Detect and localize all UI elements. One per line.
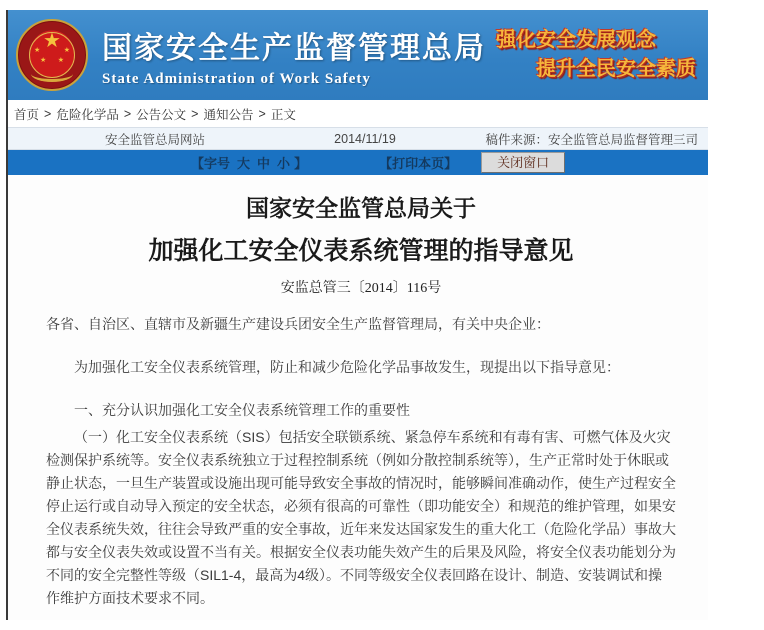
breadcrumb-hazchem-link[interactable]: 危险化学品 [56,107,119,122]
slogan-line-2: 提升全民安全素质 [536,58,696,80]
breadcrumb-notices-link[interactable]: 公告公文 [136,107,187,122]
slogan-line-1: 强化安全发展观念 [496,29,656,51]
page-container [6,10,708,620]
close-window-button[interactable]: 关闭窗口 [481,152,565,173]
emblem-star-icon: ★ [43,30,61,52]
emblem-small-star-icon: ★ [63,47,70,54]
emblem-small-star-icon: ★ [57,57,64,64]
breadcrumb-separator: > [258,106,266,121]
emblem-small-star-icon: ★ [40,57,47,64]
paragraph-section-content: （一）化工安全仪表系统（SIS）包括安全联锁系统、紧急停车系统和有毒有害、可燃气体及火灾检测保护系统等。安全仪表系统独立于过程控制系统（例如分散控制系统等），生产正常时处于休眠或静止状态，一旦生产装置或设施出现可能导致安全事故的情况时，能够瞬间准确动作，使生产过程安全停止运行或自动导入预定的安全状态，必须有很高的可靠性（即功能安全）和规范的维护管理，如果安全仪表系统失效，往往会导致严重的安全事故，近年来发达国家发生的重大化工（危险化学品）事故大都与安全仪表失效或设置不当有关。根据安全仪表功能失效产生的后果及风险，将安全仪表功能划分为不同的安全完整性等级（SIL1-4，最高为4级）。不同等级安全仪表回路在设计、制造、安装调试和操作维护方面技术要求不同。 [46,429,676,606]
document-text [46,313,676,610]
font-size-widget [191,153,307,172]
paragraph-section-heading: 一、充分认识加强化工安全仪表系统管理工作的重要性 [74,402,410,418]
breadcrumb-separator: > [44,106,52,121]
emblem-wheat-arc [31,66,73,82]
article-body [8,175,708,620]
font-size-label-suffix: 】 [294,156,308,171]
slogan-banner [496,26,696,84]
document-title-line1: 国家安全监管总局关于 [246,196,476,221]
font-size-small-button[interactable]: 小 [277,156,291,171]
meta-site-name: 安全监管总局网站 [104,132,205,147]
article-toolbar [8,150,708,175]
font-size-medium-button[interactable]: 中 [257,156,271,171]
paragraph-intro: 为加强化工安全仪表系统管理，防止和减少危险化学品事故发生，现提出以下指导意见： [74,359,620,375]
meta-publish-date: 2014/11/19 [334,131,396,146]
document-number: 安监总管三〔2014〕116号 [280,281,442,296]
site-title-block [102,23,486,88]
breadcrumb [8,100,708,127]
font-size-large-button[interactable]: 大 [237,156,251,171]
print-page-button[interactable]: 【打印本页】 [379,156,458,171]
breadcrumb-announcements-link[interactable]: 通知公告 [203,107,254,122]
national-emblem-logo [16,19,88,91]
article-meta-bar [8,127,708,150]
breadcrumb-current-page: 正文 [270,107,296,122]
paragraph-salutation: 各省、自治区、直辖市及新疆生产建设兵团安全生产监督管理局，有关中央企业： [46,316,550,332]
document-title-line2: 加强化工安全仪表系统管理的指导意见 [148,238,574,265]
meta-source: 稿件来源：安全监管总局监督管理三司 [485,132,698,147]
emblem-small-star-icon: ★ [34,47,41,54]
breadcrumb-separator: > [123,106,132,121]
site-header [8,10,708,100]
font-size-label: 【字号 [191,156,231,171]
site-title-chinese: 国家安全生产监督管理总局 [102,31,486,65]
breadcrumb-home-link[interactable]: 首页 [14,107,40,122]
breadcrumb-separator: > [191,106,199,121]
site-title-english: State Administration of Work Safety [102,70,371,87]
